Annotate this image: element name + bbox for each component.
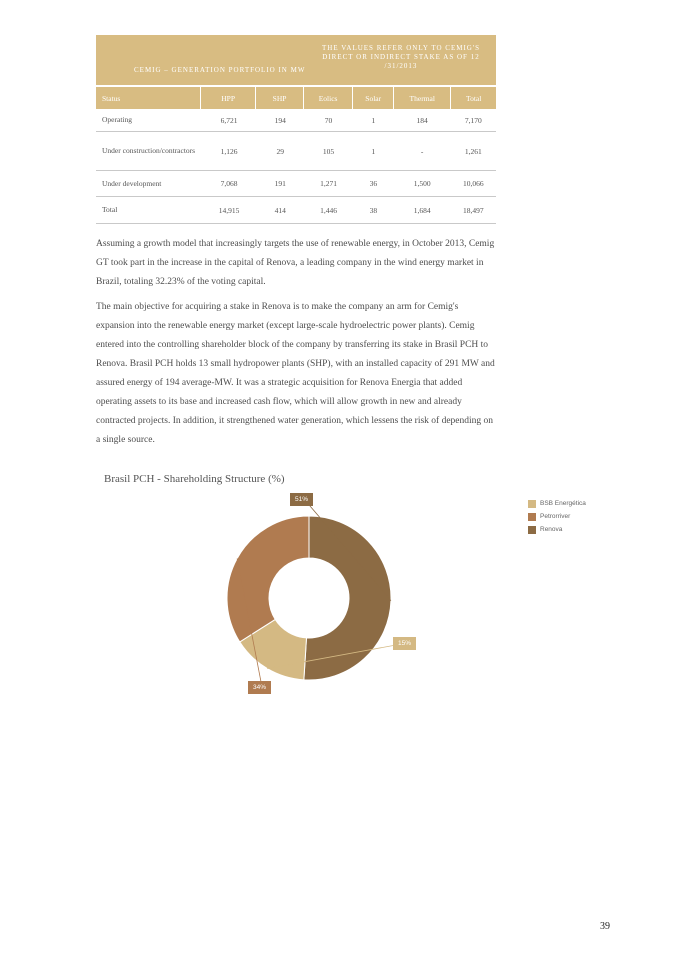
legend-swatch: [528, 500, 536, 508]
chart-legend: [528, 497, 586, 536]
cell-total: 18,497: [463, 205, 484, 215]
cell-eolics: 70: [324, 115, 333, 125]
data-label-renova: 51%: [290, 493, 313, 506]
paragraph-renova-objective: The main objective for acquiring a stake in Renova is to make the company an arm for Cemig's expansion into the renewable energy market (except large-scale hydroelectric power plants). Cemig entered into the controlling shareholder block of the company by transferring its stake in Brasil PCH to Renova. Brasil PCH holds 13 small hydropower plants (SHP), with an installed capacity of 291 MW and assured energy of 194 average-MW. It was a strategic acquisition for Renova Energia that added operating assets to its base and increased cash flow, which will allow growth in new and already contracted projects. In addition, it strengthened water generation, which lessens the risk of depending on a single source.: [96, 302, 495, 445]
cell-total: 1,261: [464, 146, 482, 156]
cell-shp: 194: [274, 115, 286, 125]
table-title: CEMIG – GENERATION PORTFOLIO IN MW: [134, 66, 306, 74]
cell-thermal: -: [420, 146, 424, 156]
cell-total: 10,066: [463, 179, 484, 188]
column-header-eolics: Eolics: [304, 87, 354, 109]
data-label-bsb-energetica: 15%: [393, 637, 416, 650]
cell-total: 7,170: [464, 115, 482, 125]
column-header-shp: SHP: [256, 87, 304, 109]
legend-label: Petrorriver: [540, 513, 571, 520]
cell-status: Operating: [102, 115, 132, 124]
cell-solar: 1: [371, 146, 376, 156]
cell-status: Total: [102, 205, 118, 214]
paragraph-renova-growth: Assuming a growth model that increasingly targets the use of renewable energy, in October 2013, Cemig GT took part in the increase in the capital of Renova, a leading company in the wind energy market in Brazil, totaling 32.23% of the voting capital.: [96, 239, 495, 287]
cell-shp: 29: [276, 146, 285, 156]
cell-eolics: 1,446: [320, 205, 337, 215]
cell-hpp: 14,915: [218, 205, 240, 215]
cell-status: Under development: [102, 178, 162, 188]
cell-solar: 38: [369, 205, 378, 215]
cell-thermal: 1,684: [413, 205, 431, 215]
slice-petrorriver: [227, 516, 309, 642]
page-number: 39: [600, 921, 610, 932]
legend-swatch: [528, 513, 536, 521]
column-header-total: Total: [466, 93, 482, 103]
slice-renova: [304, 516, 391, 680]
cell-hpp: 7,068: [220, 179, 238, 188]
legend-label: Renova: [540, 526, 563, 533]
cell-eolics: 1,271: [320, 179, 337, 188]
column-header-thermal: Thermal: [394, 87, 451, 109]
legend-item-bsb-energetica: [528, 497, 586, 510]
column-header-status: Status: [96, 87, 201, 109]
table-note: THE VALUES REFER ONLY TO CEMIG'S DIRECT OR INDIRECT STAKE AS OF 12 /31/2013: [322, 44, 480, 70]
cell-eolics: 105: [322, 146, 335, 156]
chart-title: Brasil PCH - Shareholding Structure (%): [104, 473, 285, 485]
cell-solar: 1: [371, 115, 376, 125]
cell-hpp: 1,126: [220, 146, 238, 156]
legend-item-petrorriver: [528, 510, 586, 523]
legend-item-renova: [528, 523, 586, 536]
legend-swatch: [528, 526, 536, 534]
legend-label: BSB Energética: [540, 500, 586, 507]
cell-thermal: 1,500: [413, 179, 431, 188]
cell-solar: 36: [369, 179, 378, 188]
cell-shp: 191: [274, 179, 286, 188]
cell-hpp: 6,721: [220, 115, 238, 125]
column-header-solar: Solar: [353, 87, 394, 109]
cell-thermal: 184: [416, 115, 428, 125]
column-header-hpp: HPP: [201, 87, 256, 109]
data-label-petrorriver: 34%: [248, 681, 271, 694]
cell-shp: 414: [274, 205, 286, 215]
cell-status: Under construction/contractors: [102, 146, 196, 155]
